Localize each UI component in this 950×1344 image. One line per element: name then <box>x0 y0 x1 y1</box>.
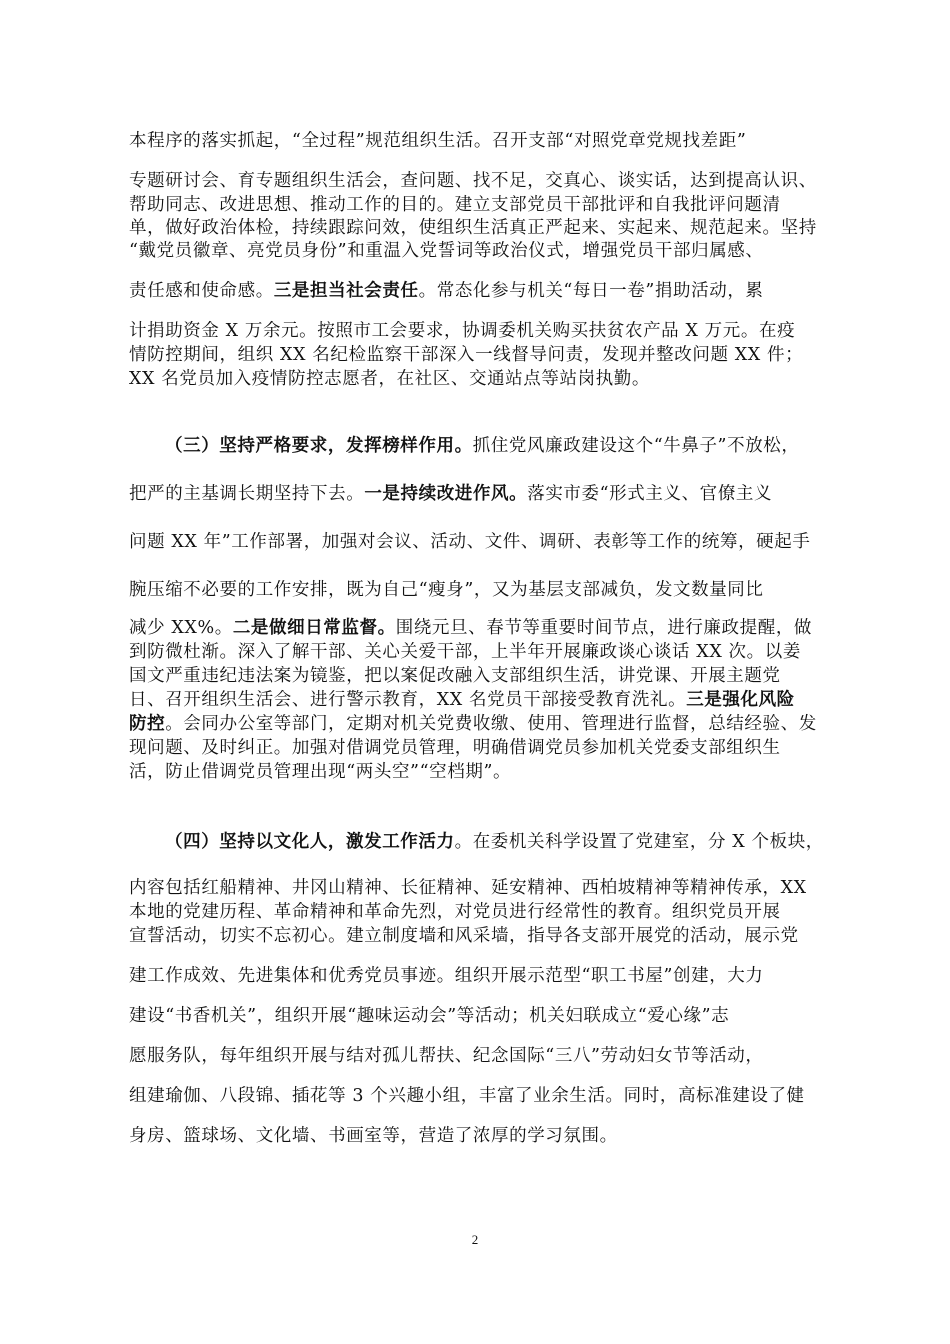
body-text: 帮助同志、改进思想、推动工作的目的。建立支部党员干部批评和自我批评问题清 <box>129 195 781 215</box>
body-text: 问题 XX 年”工作部署，加强对会议、活动、文件、调研、表彰等工作的统筹，硬起手 <box>129 532 811 552</box>
text-line <box>129 1084 849 1108</box>
bold-heading-text: 一是持续改进作风。 <box>364 484 528 504</box>
body-text: 建工作成效、先进集体和优秀党员事迹。组织开展示范型“职工书屋”创建，大力 <box>129 966 764 986</box>
text-line <box>129 712 849 736</box>
bold-heading-text: 三是强化风险 <box>686 690 795 710</box>
text-line <box>129 367 849 391</box>
text-line <box>129 169 849 193</box>
text-line <box>129 964 849 988</box>
text-line <box>129 343 849 367</box>
body-text: 组建瑜伽、八段锦、插花等 3 个兴趣小组，丰富了业余生活。同时，高标准建设了健 <box>129 1086 805 1106</box>
body-text: 现问题、及时纠正。加强对借调党员管理，明确借调党员参加机关党委支部组织生 <box>129 738 781 758</box>
text-line <box>129 1124 849 1148</box>
body-text: 。常态化参与机关“每日一卷”捐助活动，累 <box>418 281 764 301</box>
body-text: 到防微杜渐。深入了解干部、关心关爱干部，上半年开展廉政谈心谈话 XX 次。以姜 <box>129 642 801 662</box>
body-text: “戴党员徽章、亮党员身份”和重温入党誓词等政治仪式，增强党员干部归属感、 <box>129 241 764 261</box>
text-line <box>129 279 849 303</box>
text-line <box>129 239 849 263</box>
text-line <box>129 319 849 343</box>
body-text: 活，防止借调党员管理出现“两头空”“空档期”。 <box>129 762 512 782</box>
text-line <box>129 736 849 760</box>
text-line <box>129 129 849 153</box>
text-line <box>129 616 849 640</box>
body-text: 愿服务队，每年组织开展与结对孤儿帮扶、纪念国际“三八”劳动妇女节等活动， <box>129 1046 764 1066</box>
body-text: 落实市委“形式主义、官僚主义 <box>527 484 773 504</box>
text-line <box>129 664 849 688</box>
body-text: 计捐助资金 X 万余元。按照市工会要求，协调委机关购买扶贫农产品 X 万元。在疫 <box>129 321 796 341</box>
body-text: 腕压缩不必要的工作安排，既为自己“瘦身”，又为基层支部减负，发文数量同比 <box>129 580 764 600</box>
body-text: 责任感和使命感。 <box>129 281 274 301</box>
text-line <box>129 530 849 554</box>
body-text: 内容包括红船精神、井冈山精神、长征精神、延安精神、西柏坡精神等精神传承，XX <box>129 878 807 898</box>
text-line <box>129 1004 849 1028</box>
body-text: 。在委机关科学设置了党建室，分 X 个板块， <box>454 832 824 852</box>
text-line <box>165 830 849 854</box>
body-text: 单，做好政治体检，持续跟踪问效，使组织生活真正严起来、实起来、规范起来。坚持 <box>129 218 817 238</box>
text-line <box>129 578 849 602</box>
body-text: 。会同办公室等部门，定期对机关党费收缴、使用、管理进行监督，总结经验、发 <box>165 714 817 734</box>
text-line <box>129 924 849 948</box>
text-line <box>129 1044 849 1068</box>
bold-heading-text: 二是做细日常监督。 <box>232 618 396 638</box>
text-line <box>129 640 849 664</box>
text-line <box>129 482 849 506</box>
bold-heading-text: 防控 <box>129 714 166 734</box>
body-text: 把严的主基调长期坚持下去。 <box>129 484 365 504</box>
body-text: 建设“书香机关”，组织开展“趣味运动会”等活动；机关妇联成立“爱心缘”志 <box>129 1006 730 1026</box>
body-text: 本地的党建历程、革命精神和革命先烈，对党员进行经常性的教育。组织党员开展 <box>129 902 781 922</box>
body-text: 减少 XX%。 <box>129 618 233 638</box>
bold-heading-text: （四）坚持以文化人，激发工作活力 <box>165 832 455 852</box>
page-number: 2 <box>471 1232 479 1247</box>
body-text: 身房、篮球场、文化墙、书画室等，营造了浓厚的学习氛围。 <box>129 1126 618 1146</box>
body-text: 围绕元旦、春节等重要时间节点，进行廉政提醒，做 <box>395 618 813 638</box>
body-text: 抓住党风廉政建设这个“牛鼻子”不放松， <box>472 436 800 456</box>
bold-heading-text: 三是担当社会责任 <box>273 281 419 301</box>
text-line <box>129 193 849 217</box>
body-text: 专题研讨会、育专题组织生活会，查问题、找不足，交真心、谈实话，达到提高认识、 <box>129 171 817 191</box>
text-line <box>129 216 849 240</box>
text-line <box>129 688 849 712</box>
bold-heading-text: （三）坚持严格要求，发挥榜样作用。 <box>165 436 473 456</box>
text-line <box>165 434 849 458</box>
text-line <box>129 760 849 784</box>
text-line <box>129 876 849 900</box>
text-line <box>129 900 849 924</box>
body-text: XX 名党员加入疫情防控志愿者，在社区、交通站点等站岗执勤。 <box>129 369 650 389</box>
body-text: 日、召开组织生活会、进行警示教育，XX 名党员干部接受教育洗礼。 <box>129 690 687 710</box>
body-text: 宣誓活动，切实不忘初心。建立制度墙和风采墙，指导各支部开展党的活动，展示党 <box>129 926 799 946</box>
body-text: 情防控期间，组织 XX 名纪检监察干部深入一线督导问责，发现并整改问题 XX 件； <box>129 345 804 365</box>
body-text: 国文严重违纪违法案为镜鉴，把以案促改融入支部组织生活，讲党课、开展主题党 <box>129 666 781 686</box>
body-text: 本程序的落实抓起，“全过程”规范组织生活。召开支部“对照党章党规找差距” <box>129 131 747 151</box>
